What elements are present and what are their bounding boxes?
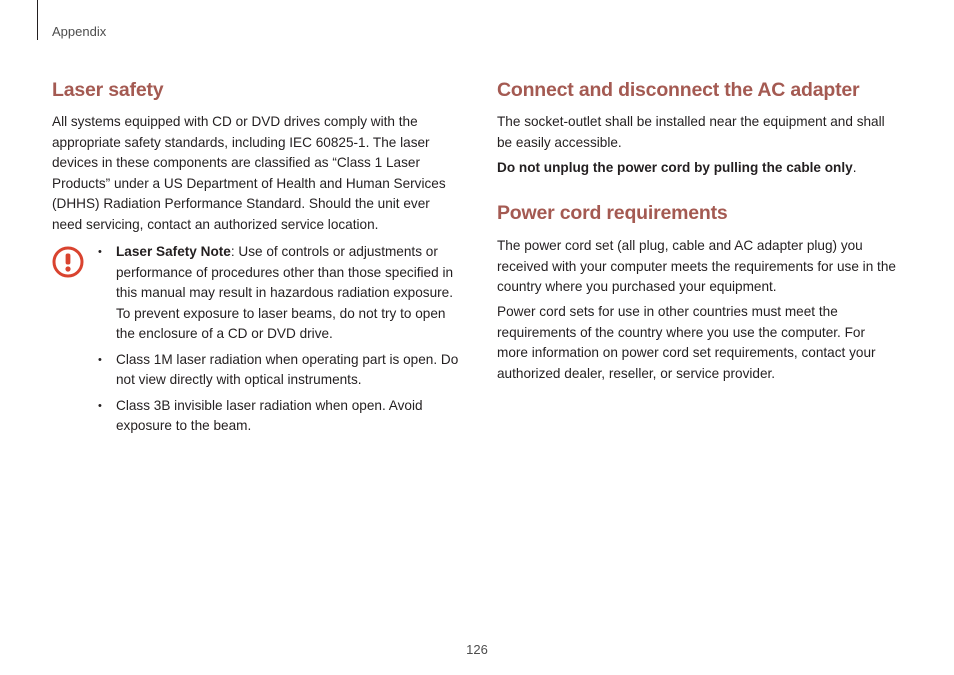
unplug-warning-period: . xyxy=(852,160,857,175)
list-item: • Class 3B invisible laser radiation when open. Avoid exposure to the beam. xyxy=(98,397,423,433)
list-item: • Laser Safety Note: Use of controls or adjustments or performance of procedures other than those specified in this manual may result in hazardous radiation exposure. To prevent exposure to laser beams, do not try to open the enclosure of a CD or DVD drive. xyxy=(98,244,454,341)
page-number: 126 xyxy=(466,642,488,657)
laser-safety-heading: Laser safety xyxy=(52,79,164,101)
header-rule xyxy=(37,0,38,40)
power-cord-heading: Power cord requirements xyxy=(497,202,728,224)
section-label: Appendix xyxy=(52,24,107,39)
unplug-warning-text: Do not unplug the power cord by pulling the cable only xyxy=(497,160,853,175)
laser-note-text: : Use of controls or adjustments or performance of procedures other than those specified in this manual may result in hazardous radiation exposure. To prevent exposure to laser beams, do not try to open the enclosure of a CD or DVD drive. xyxy=(116,244,454,341)
power-cord-para-1: The power cord set (all plug, cable and AC adapter plug) you received with your computer meets the requirements for use in the country where you purchased your equipment. xyxy=(497,238,896,294)
class-1m-text: Class 1M laser radiation when operating part is open. Do not view directly with optical instruments. xyxy=(116,351,459,387)
ac-adapter-para: The socket-outlet shall be installed near the equipment and shall be easily accessible. xyxy=(497,114,885,150)
exclamation-circle-icon xyxy=(52,246,84,278)
list-item: • Class 1M laser radiation when operating part is open. Do not view directly with optical instruments. xyxy=(98,351,459,387)
laser-note-label: Laser Safety Note xyxy=(116,244,231,259)
laser-safety-intro: All systems equipped with CD or DVD drives comply with the appropriate safety standards, including IEC 60825-1. The laser devices in these components are classified as “Class 1 Laser Products” under a US Department of Health and Human Services (DHHS) Radiation Performance Standard. Should the unit ever need servicing, contact an authorized service location. xyxy=(52,114,446,232)
laser-warning-list xyxy=(98,242,460,442)
ac-adapter-heading: Connect and disconnect the AC adapter xyxy=(497,79,860,101)
ac-adapter-warning xyxy=(497,158,897,179)
class-3b-text: Class 3B invisible laser radiation when open. Avoid exposure to the beam. xyxy=(116,397,423,433)
power-cord-para-2: Power cord sets for use in other countries must meet the requirements of the country where you use the computer. For more information on power cord set requirements, contact your authorized dealer, reseller, or service provider. xyxy=(497,304,876,381)
